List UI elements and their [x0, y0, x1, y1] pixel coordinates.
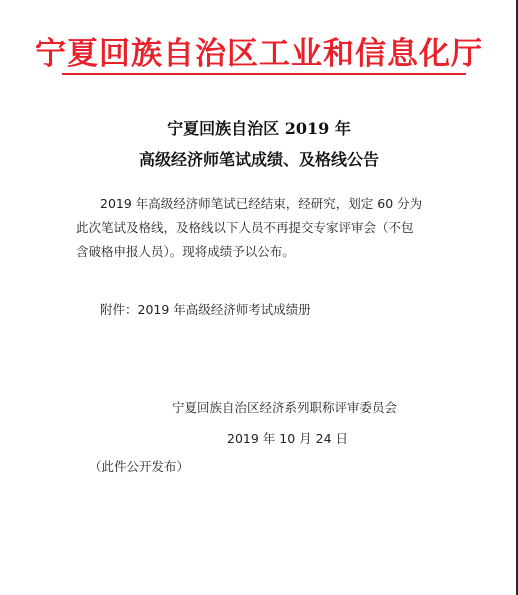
letterhead-divider — [62, 73, 466, 75]
document-title-line-1: 宁夏回族自治区 2019 年 — [167, 119, 351, 138]
body-paragraph-line-3: 含破格申报人员）。现将成绩予以公布。 — [76, 244, 295, 259]
issue-date: 2019 年 10 月 24 日 — [227, 431, 348, 446]
letterhead-title: 宁夏回族自治区工业和信息化厅 — [35, 36, 483, 72]
body-paragraph-line-2: 此次笔试及格线，及格线以下人员不再提交专家评审会（不包 — [76, 220, 414, 235]
issuer-signature: 宁夏回族自治区经济系列职称评审委员会 — [172, 400, 398, 415]
attachment-note: 附件：2019 年高级经济师考试成绩册 — [100, 302, 311, 317]
publication-notice: （此件公开发布） — [89, 459, 190, 474]
body-paragraph-line-1: 2019 年高级经济师笔试已经结束，经研究，划定 60 分为 — [100, 196, 423, 211]
document-title-line-2: 高级经济师笔试成绩、及格线公告 — [138, 150, 379, 169]
